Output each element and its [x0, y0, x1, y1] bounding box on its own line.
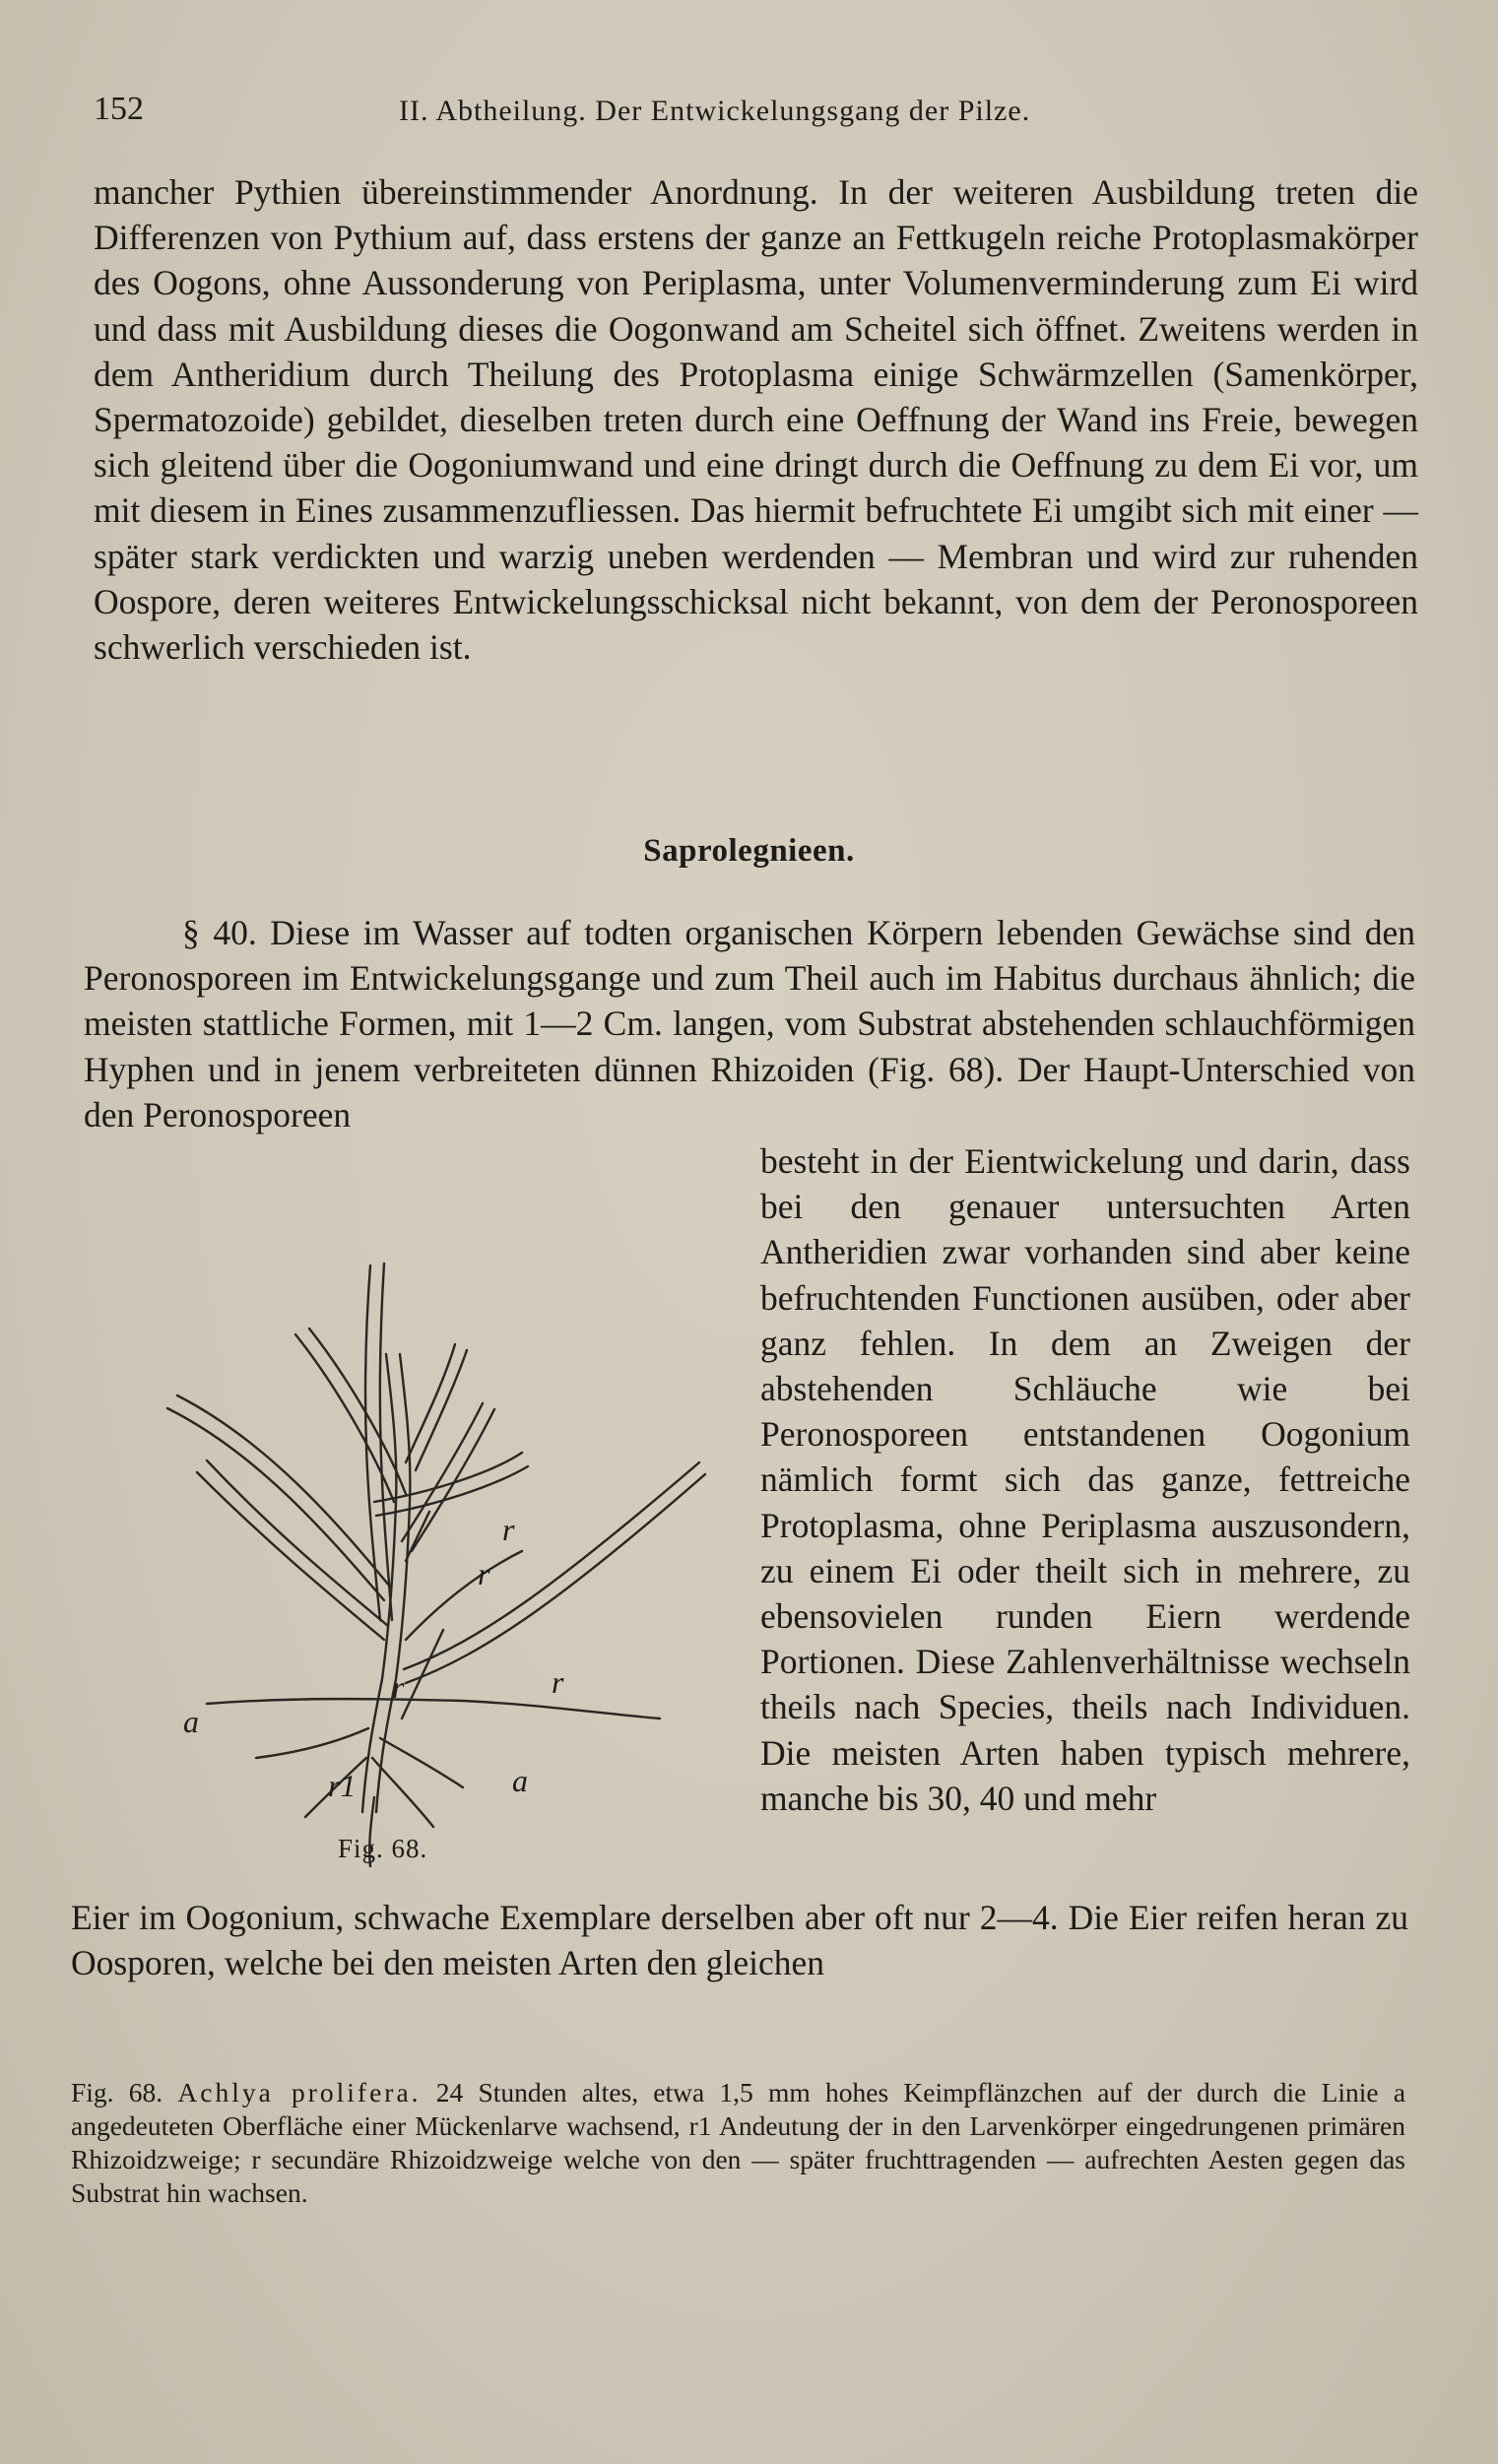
paragraph-text: besteht in der Eientwickelung und darin, dass bei den genauer untersuchten Arten Antheridien zwar vorhanden sind aber keine befruchtenden Functionen ausüben, oder aber ganz fehlen. In dem an Zweigen der abstehenden Schläuche wie bei Peronosporeen entstandenen Oogonium nämlich formt sich das ganze, fettreiche Protoplasma, ohne Periplasma auszusondern, zu einem Ei oder theilt sich in mehrere, zu ebensovielen runden Eiern werdende Portionen. Diese Zahlenverhältnisse wechseln theils nach Species, theils nach Individuen. Die meisten Arten haben typisch mehrere, manche bis 30, 40 und mehr: [760, 1141, 1410, 1818]
paragraph-saprolegnieen-end: [71, 1895, 1408, 1985]
hypha: [412, 1409, 494, 1551]
hypha: [402, 1403, 483, 1541]
paragraph-text: Eier im Oogonium, schwache Exemplare derselben aber oft nur 2—4. Die Eier reifen heran zu Oosporen, welche bei den meisten Arten den gleichen: [71, 1898, 1408, 1983]
caption-text: 24 Stunden altes, etwa 1,5 mm hohes Keimpflänzchen auf der durch die Linie a angedeuteten Oberfläche einer Mückenlarve wachsend, r1 Andeutung der in den Larvenkörper eingedrungenen primären Rhizoidzweige; r secundäre Rhizoidzweige welche von den — später fruchttragenden — aufrechten Aesten gegen das Substrat hin wachsen.: [71, 2077, 1406, 2208]
paragraph-text: § 40. Diese im Wasser auf todten organischen Körpern lebenden Gewächse sind den Peronosporeen im Entwickelungsgange und zum Theil auch im Habitus durchaus ähnlich; die meisten stattliche Formen, mit 1—2 Cm. langen, vom Substrat abstehenden schlauchförmigen Hyphen und in jenem verbreiteten dünnen Rhizoiden (Fig. 68). Der Haupt-Unterschied von den Peronosporeen: [84, 913, 1415, 1135]
hypha: [416, 1350, 467, 1470]
paragraph-text: mancher Pythien übereinstimmender Anordnung. In der weiteren Ausbildung treten die Differenzen von Pythium auf, dass erstens der ganze an Fettkugeln reiche Protoplasmakörper des Oogons, ohne Aussonderung von Periplasma, unter Volumenverminderung zum Ei wird und dass mit Ausbildung dieses die Oogonwand am Scheitel sich öffnet. Zweitens werden in dem Antheridium durch Theilung des Protoplasma einige Schwärmzellen (Samenkörper, Spermatozoide) gebildet, dieselben treten durch eine Oeffnung der Wand ins Freie, bewegen sich gleitend über die Oogoniumwand und eine dringt durch die Oeffnung zu dem Ei vor, um mit diesem in Eines zusammenzufliessen. Das hiermit befruchtete Ei umgibt sich mit einer — später stark verdickten und warzig uneben werdenden — Membran und wird zur ruhenden Oospore, deren weiteres Entwickelungsschicksal nicht bekannt, von dem der Peronosporeen schwerlich verschieden ist.: [94, 172, 1418, 668]
figure-number-label: Fig. 68.: [338, 1834, 428, 1863]
rhizoid: [372, 1758, 433, 1827]
hypha: [167, 1408, 384, 1600]
caption-species: Achlya prolifera.: [177, 2077, 422, 2107]
label-r1: r1: [328, 1768, 357, 1803]
achlya-drawing: [148, 1206, 739, 1876]
label-r-d: r: [552, 1664, 564, 1700]
paragraph-saprolegnieen-intro: [84, 910, 1415, 1137]
hypha: [406, 1344, 455, 1462]
running-title: II. Abtheilung. Der Entwickelungsgang der Pilze.: [399, 95, 1031, 127]
hypha: [406, 1551, 522, 1640]
hypha: [376, 1466, 528, 1516]
label-r-c: r: [392, 1669, 405, 1705]
rhizoid: [256, 1728, 368, 1758]
caption-lead: Fig. 68.: [71, 2077, 163, 2107]
label-a-left: a: [183, 1704, 199, 1739]
section-heading: Saprolegnieen.: [643, 833, 855, 869]
paragraph-saprolegnieen-column: [760, 1138, 1410, 1821]
page-header: [94, 91, 1256, 130]
label-r-b: r: [478, 1556, 490, 1591]
page-number: 152: [94, 91, 144, 127]
paragraph-pythium: [94, 169, 1418, 670]
label-r-a: r: [502, 1512, 515, 1547]
rhizoid: [402, 1630, 443, 1718]
figure-caption: [71, 2076, 1405, 2210]
figure-68: [148, 1206, 739, 1876]
label-a-right: a: [512, 1763, 528, 1798]
substrate-line: [207, 1699, 660, 1718]
